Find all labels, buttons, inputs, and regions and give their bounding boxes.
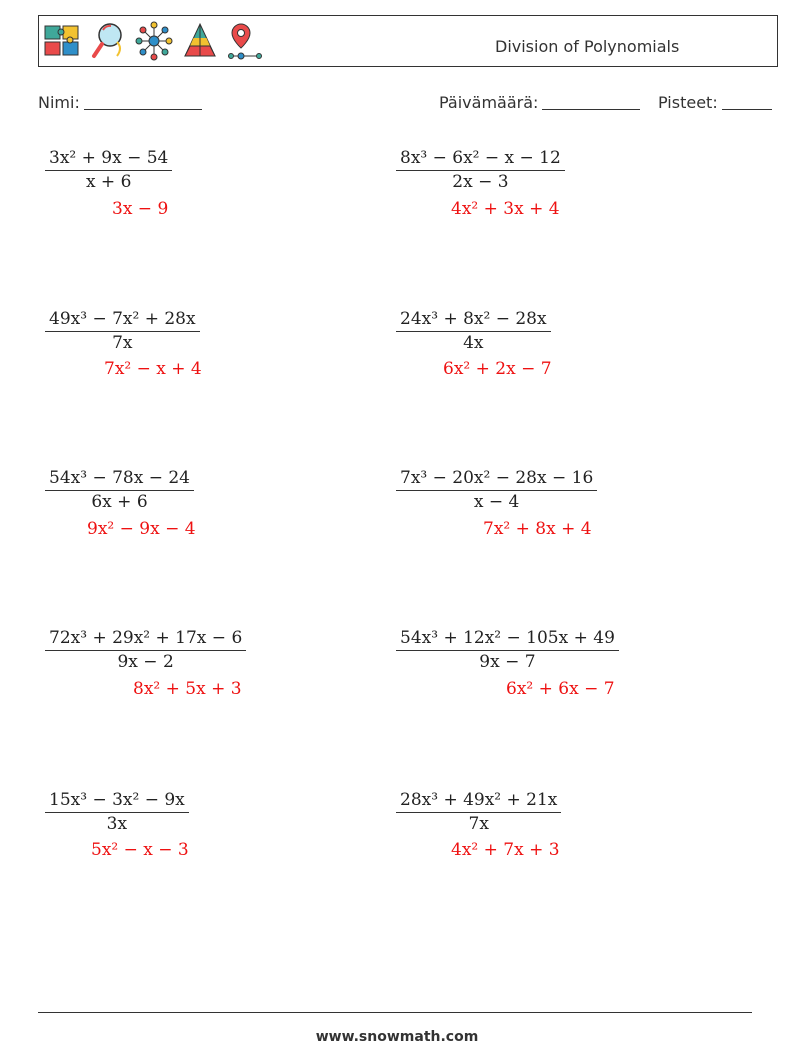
header-box xyxy=(38,15,778,67)
fraction xyxy=(396,148,565,192)
fraction xyxy=(396,790,561,834)
answer-2: 4x² + 3x + 4 xyxy=(451,199,560,219)
answer-4: 6x² + 2x − 7 xyxy=(443,359,552,379)
fraction xyxy=(45,790,189,834)
name-line xyxy=(84,108,202,110)
numerator: 72x³ + 29x² + 17x − 6 xyxy=(45,628,246,651)
numerator: 54x³ + 12x² − 105x + 49 xyxy=(396,628,619,651)
answer-9: 5x² − x − 3 xyxy=(91,840,189,860)
puzzle-icon xyxy=(43,20,81,62)
date-label: Päivämäärä: xyxy=(439,93,539,112)
numerator: 8x³ − 6x² − x − 12 xyxy=(396,148,565,171)
problem-6 xyxy=(396,468,597,512)
numerator: 54x³ − 78x − 24 xyxy=(45,468,194,491)
score-label: Pisteet: xyxy=(658,93,718,112)
footer-divider xyxy=(38,1012,752,1013)
denominator: 7x xyxy=(468,814,489,834)
fraction xyxy=(45,468,194,512)
worksheet-title: Division of Polynomials xyxy=(495,37,680,56)
numerator: 15x³ − 3x² − 9x xyxy=(45,790,189,813)
answer-8: 6x² + 6x − 7 xyxy=(506,679,615,699)
problem-5 xyxy=(45,468,194,512)
numerator: 7x³ − 20x² − 28x − 16 xyxy=(396,468,597,491)
denominator: 9x − 2 xyxy=(117,652,174,672)
fraction xyxy=(45,628,246,672)
answer-10: 4x² + 7x + 3 xyxy=(451,840,560,860)
map-pin-icon xyxy=(227,20,265,62)
denominator: 9x − 7 xyxy=(479,652,536,672)
network-icon xyxy=(135,20,173,62)
fraction xyxy=(396,309,551,353)
answer-7: 8x² + 5x + 3 xyxy=(133,679,242,699)
denominator: 3x xyxy=(106,814,128,834)
answer-5: 9x² − 9x − 4 xyxy=(87,519,196,539)
magnifier-icon xyxy=(89,20,127,62)
fraction xyxy=(396,468,597,512)
problem-9 xyxy=(45,790,189,834)
pyramid-icon xyxy=(181,20,219,62)
denominator: 2x − 3 xyxy=(452,172,509,192)
name-field[interactable] xyxy=(38,93,202,112)
denominator: x − 4 xyxy=(473,492,520,512)
date-line xyxy=(542,108,640,110)
fraction xyxy=(45,148,172,192)
numerator: 28x³ + 49x² + 21x xyxy=(396,790,561,813)
fraction xyxy=(396,628,619,672)
score-field[interactable] xyxy=(658,93,772,112)
problem-1 xyxy=(45,148,172,192)
fraction xyxy=(45,309,200,353)
denominator: 6x + 6 xyxy=(91,492,148,512)
numerator: 3x² + 9x − 54 xyxy=(45,148,172,171)
name-label: Nimi: xyxy=(38,93,80,112)
problem-4 xyxy=(396,309,551,353)
denominator: 4x xyxy=(463,333,484,353)
answer-1: 3x − 9 xyxy=(112,199,169,219)
denominator: 7x xyxy=(112,333,133,353)
denominator: x + 6 xyxy=(85,172,132,192)
icon-strip xyxy=(43,20,265,62)
answer-3: 7x² − x + 4 xyxy=(104,359,202,379)
numerator: 24x³ + 8x² − 28x xyxy=(396,309,551,332)
footer-url[interactable]: www.snowmath.com xyxy=(315,1029,479,1045)
answer-6: 7x² + 8x + 4 xyxy=(483,519,592,539)
numerator: 49x³ − 7x² + 28x xyxy=(45,309,200,332)
score-line xyxy=(722,108,772,110)
problem-3 xyxy=(45,309,200,353)
problem-2 xyxy=(396,148,565,192)
date-field[interactable] xyxy=(439,93,640,112)
problem-10 xyxy=(396,790,561,834)
problem-7 xyxy=(45,628,246,672)
problem-8 xyxy=(396,628,619,672)
